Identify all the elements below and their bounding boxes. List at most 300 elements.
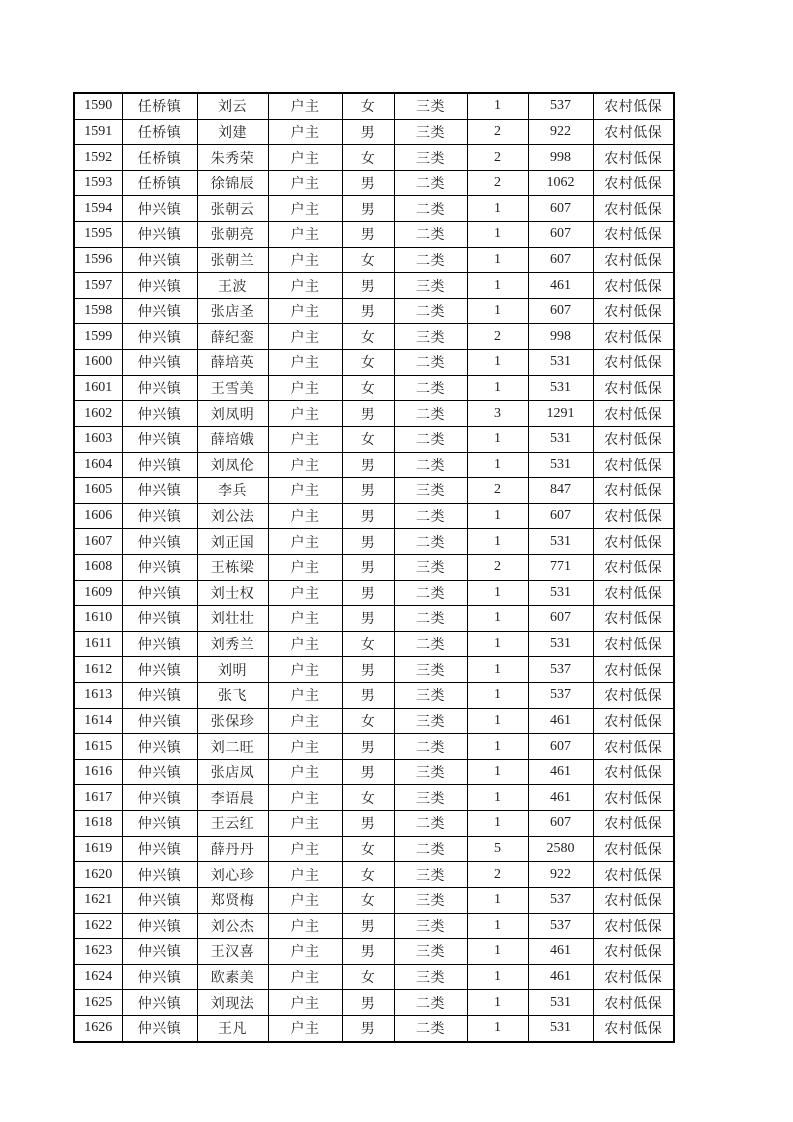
- town-cell: 任桥镇: [122, 145, 197, 171]
- table-row: [74, 785, 674, 811]
- table-row: [74, 734, 674, 760]
- serial-cell: 1611: [74, 631, 122, 657]
- amount-cell: 461: [528, 273, 593, 299]
- table-row: [74, 708, 674, 734]
- type-cell: 农村低保: [593, 683, 674, 709]
- gender-cell: 女: [342, 785, 394, 811]
- table-row: [74, 554, 674, 580]
- table-row: [74, 657, 674, 683]
- count-cell: 1: [467, 913, 528, 939]
- category-cell: 二类: [394, 298, 467, 324]
- count-cell: 2: [467, 119, 528, 145]
- table-row: [74, 452, 674, 478]
- name-cell: 张店圣: [197, 298, 268, 324]
- table-row: [74, 478, 674, 504]
- count-cell: 2: [467, 862, 528, 888]
- table-row: [74, 298, 674, 324]
- category-cell: 三类: [394, 708, 467, 734]
- amount-cell: 461: [528, 785, 593, 811]
- relation-cell: 户主: [268, 606, 342, 632]
- serial-cell: 1612: [74, 657, 122, 683]
- category-cell: 二类: [394, 734, 467, 760]
- amount-cell: 461: [528, 939, 593, 965]
- table-row: [74, 811, 674, 837]
- relation-cell: 户主: [268, 247, 342, 273]
- count-cell: 1: [467, 734, 528, 760]
- amount-cell: 531: [528, 350, 593, 376]
- category-cell: 二类: [394, 580, 467, 606]
- relation-cell: 户主: [268, 554, 342, 580]
- table-row: [74, 93, 674, 119]
- count-cell: 1: [467, 631, 528, 657]
- count-cell: 1: [467, 964, 528, 990]
- category-cell: 三类: [394, 145, 467, 171]
- town-cell: 仲兴镇: [122, 759, 197, 785]
- category-cell: 二类: [394, 811, 467, 837]
- relation-cell: 户主: [268, 119, 342, 145]
- relation-cell: 户主: [268, 811, 342, 837]
- relation-cell: 户主: [268, 785, 342, 811]
- serial-cell: 1602: [74, 401, 122, 427]
- town-cell: 仲兴镇: [122, 939, 197, 965]
- count-cell: 1: [467, 93, 528, 119]
- serial-cell: 1608: [74, 554, 122, 580]
- table-row: [74, 1015, 674, 1041]
- table-row: [74, 631, 674, 657]
- serial-cell: 1623: [74, 939, 122, 965]
- serial-cell: 1600: [74, 350, 122, 376]
- table-row: [74, 196, 674, 222]
- table-row: [74, 324, 674, 350]
- gender-cell: 男: [342, 478, 394, 504]
- category-cell: 二类: [394, 196, 467, 222]
- relation-cell: 户主: [268, 478, 342, 504]
- subsidy-records-table: [73, 92, 675, 1043]
- category-cell: 二类: [394, 836, 467, 862]
- category-cell: 二类: [394, 529, 467, 555]
- amount-cell: 537: [528, 887, 593, 913]
- amount-cell: 531: [528, 375, 593, 401]
- name-cell: 王汉喜: [197, 939, 268, 965]
- relation-cell: 户主: [268, 273, 342, 299]
- town-cell: 仲兴镇: [122, 631, 197, 657]
- town-cell: 仲兴镇: [122, 426, 197, 452]
- amount-cell: 607: [528, 196, 593, 222]
- gender-cell: 女: [342, 375, 394, 401]
- relation-cell: 户主: [268, 529, 342, 555]
- type-cell: 农村低保: [593, 222, 674, 248]
- count-cell: 1: [467, 785, 528, 811]
- name-cell: 张朝云: [197, 196, 268, 222]
- table-row: [74, 247, 674, 273]
- table-row: [74, 913, 674, 939]
- relation-cell: 户主: [268, 887, 342, 913]
- name-cell: 王凡: [197, 1015, 268, 1041]
- serial-cell: 1596: [74, 247, 122, 273]
- count-cell: 2: [467, 324, 528, 350]
- table-row: [74, 836, 674, 862]
- relation-cell: 户主: [268, 426, 342, 452]
- type-cell: 农村低保: [593, 606, 674, 632]
- serial-cell: 1621: [74, 887, 122, 913]
- town-cell: 仲兴镇: [122, 401, 197, 427]
- count-cell: 1: [467, 503, 528, 529]
- category-cell: 三类: [394, 478, 467, 504]
- count-cell: 1: [467, 811, 528, 837]
- amount-cell: 537: [528, 683, 593, 709]
- category-cell: 三类: [394, 119, 467, 145]
- relation-cell: 户主: [268, 836, 342, 862]
- amount-cell: 537: [528, 657, 593, 683]
- gender-cell: 女: [342, 964, 394, 990]
- serial-cell: 1620: [74, 862, 122, 888]
- name-cell: 薛培英: [197, 350, 268, 376]
- amount-cell: 607: [528, 503, 593, 529]
- town-cell: 仲兴镇: [122, 503, 197, 529]
- gender-cell: 女: [342, 862, 394, 888]
- serial-cell: 1597: [74, 273, 122, 299]
- name-cell: 刘明: [197, 657, 268, 683]
- gender-cell: 男: [342, 913, 394, 939]
- serial-cell: 1599: [74, 324, 122, 350]
- type-cell: 农村低保: [593, 939, 674, 965]
- type-cell: 农村低保: [593, 964, 674, 990]
- amount-cell: 461: [528, 708, 593, 734]
- type-cell: 农村低保: [593, 145, 674, 171]
- gender-cell: 男: [342, 606, 394, 632]
- category-cell: 三类: [394, 683, 467, 709]
- count-cell: 1: [467, 759, 528, 785]
- type-cell: 农村低保: [593, 93, 674, 119]
- amount-cell: 537: [528, 93, 593, 119]
- amount-cell: 922: [528, 862, 593, 888]
- serial-cell: 1622: [74, 913, 122, 939]
- town-cell: 仲兴镇: [122, 222, 197, 248]
- gender-cell: 男: [342, 452, 394, 478]
- serial-cell: 1613: [74, 683, 122, 709]
- amount-cell: 461: [528, 964, 593, 990]
- type-cell: 农村低保: [593, 708, 674, 734]
- name-cell: 郑贤梅: [197, 887, 268, 913]
- count-cell: 1: [467, 375, 528, 401]
- town-cell: 仲兴镇: [122, 350, 197, 376]
- category-cell: 三类: [394, 554, 467, 580]
- town-cell: 任桥镇: [122, 119, 197, 145]
- type-cell: 农村低保: [593, 631, 674, 657]
- category-cell: 三类: [394, 887, 467, 913]
- count-cell: 1: [467, 580, 528, 606]
- count-cell: 1: [467, 452, 528, 478]
- relation-cell: 户主: [268, 913, 342, 939]
- relation-cell: 户主: [268, 375, 342, 401]
- table-row: [74, 401, 674, 427]
- table-row: [74, 375, 674, 401]
- type-cell: 农村低保: [593, 1015, 674, 1041]
- type-cell: 农村低保: [593, 862, 674, 888]
- amount-cell: 607: [528, 247, 593, 273]
- category-cell: 三类: [394, 862, 467, 888]
- name-cell: 欧素美: [197, 964, 268, 990]
- serial-cell: 1603: [74, 426, 122, 452]
- relation-cell: 户主: [268, 734, 342, 760]
- serial-cell: 1619: [74, 836, 122, 862]
- relation-cell: 户主: [268, 939, 342, 965]
- count-cell: 1: [467, 657, 528, 683]
- amount-cell: 607: [528, 298, 593, 324]
- type-cell: 农村低保: [593, 170, 674, 196]
- gender-cell: 男: [342, 990, 394, 1016]
- count-cell: 2: [467, 554, 528, 580]
- relation-cell: 户主: [268, 350, 342, 376]
- name-cell: 刘心珍: [197, 862, 268, 888]
- type-cell: 农村低保: [593, 426, 674, 452]
- category-cell: 三类: [394, 657, 467, 683]
- gender-cell: 女: [342, 836, 394, 862]
- category-cell: 二类: [394, 350, 467, 376]
- gender-cell: 男: [342, 298, 394, 324]
- count-cell: 1: [467, 196, 528, 222]
- town-cell: 仲兴镇: [122, 529, 197, 555]
- serial-cell: 1592: [74, 145, 122, 171]
- amount-cell: 531: [528, 529, 593, 555]
- serial-cell: 1626: [74, 1015, 122, 1041]
- amount-cell: 607: [528, 811, 593, 837]
- gender-cell: 男: [342, 170, 394, 196]
- type-cell: 农村低保: [593, 452, 674, 478]
- amount-cell: 537: [528, 913, 593, 939]
- type-cell: 农村低保: [593, 273, 674, 299]
- amount-cell: 847: [528, 478, 593, 504]
- amount-cell: 531: [528, 1015, 593, 1041]
- table-row: [74, 990, 674, 1016]
- town-cell: 仲兴镇: [122, 887, 197, 913]
- relation-cell: 户主: [268, 657, 342, 683]
- table-row: [74, 862, 674, 888]
- relation-cell: 户主: [268, 580, 342, 606]
- table-row: [74, 503, 674, 529]
- name-cell: 张朝兰: [197, 247, 268, 273]
- type-cell: 农村低保: [593, 350, 674, 376]
- type-cell: 农村低保: [593, 529, 674, 555]
- relation-cell: 户主: [268, 222, 342, 248]
- name-cell: 刘士权: [197, 580, 268, 606]
- relation-cell: 户主: [268, 862, 342, 888]
- amount-cell: 1291: [528, 401, 593, 427]
- table-row: [74, 529, 674, 555]
- gender-cell: 男: [342, 529, 394, 555]
- count-cell: 1: [467, 939, 528, 965]
- town-cell: 仲兴镇: [122, 964, 197, 990]
- count-cell: 1: [467, 606, 528, 632]
- amount-cell: 607: [528, 222, 593, 248]
- name-cell: 薛培娥: [197, 426, 268, 452]
- name-cell: 李兵: [197, 478, 268, 504]
- count-cell: 1: [467, 683, 528, 709]
- amount-cell: 771: [528, 554, 593, 580]
- category-cell: 三类: [394, 964, 467, 990]
- table-row: [74, 964, 674, 990]
- relation-cell: 户主: [268, 93, 342, 119]
- town-cell: 仲兴镇: [122, 273, 197, 299]
- relation-cell: 户主: [268, 631, 342, 657]
- town-cell: 仲兴镇: [122, 708, 197, 734]
- serial-cell: 1598: [74, 298, 122, 324]
- name-cell: 刘建: [197, 119, 268, 145]
- serial-cell: 1614: [74, 708, 122, 734]
- count-cell: 1: [467, 708, 528, 734]
- table-row: [74, 145, 674, 171]
- count-cell: 1: [467, 298, 528, 324]
- name-cell: 刘凤明: [197, 401, 268, 427]
- type-cell: 农村低保: [593, 375, 674, 401]
- amount-cell: 1062: [528, 170, 593, 196]
- name-cell: 刘壮壮: [197, 606, 268, 632]
- serial-cell: 1590: [74, 93, 122, 119]
- name-cell: 刘现法: [197, 990, 268, 1016]
- name-cell: 刘凤伦: [197, 452, 268, 478]
- serial-cell: 1601: [74, 375, 122, 401]
- town-cell: 仲兴镇: [122, 324, 197, 350]
- serial-cell: 1625: [74, 990, 122, 1016]
- relation-cell: 户主: [268, 170, 342, 196]
- type-cell: 农村低保: [593, 887, 674, 913]
- count-cell: 1: [467, 990, 528, 1016]
- amount-cell: 531: [528, 631, 593, 657]
- relation-cell: 户主: [268, 145, 342, 171]
- table-row: [74, 759, 674, 785]
- category-cell: 三类: [394, 324, 467, 350]
- table-row: [74, 606, 674, 632]
- serial-cell: 1615: [74, 734, 122, 760]
- amount-cell: 461: [528, 759, 593, 785]
- serial-cell: 1593: [74, 170, 122, 196]
- amount-cell: 607: [528, 734, 593, 760]
- town-cell: 任桥镇: [122, 170, 197, 196]
- type-cell: 农村低保: [593, 503, 674, 529]
- name-cell: 张保珍: [197, 708, 268, 734]
- table-row: [74, 887, 674, 913]
- type-cell: 农村低保: [593, 913, 674, 939]
- table-row: [74, 426, 674, 452]
- name-cell: 薛纪銮: [197, 324, 268, 350]
- table-row: [74, 273, 674, 299]
- count-cell: 1: [467, 350, 528, 376]
- relation-cell: 户主: [268, 990, 342, 1016]
- amount-cell: 998: [528, 145, 593, 171]
- name-cell: 刘云: [197, 93, 268, 119]
- serial-cell: 1595: [74, 222, 122, 248]
- gender-cell: 女: [342, 324, 394, 350]
- relation-cell: 户主: [268, 503, 342, 529]
- name-cell: 刘公杰: [197, 913, 268, 939]
- name-cell: 刘二旺: [197, 734, 268, 760]
- name-cell: 徐锦辰: [197, 170, 268, 196]
- type-cell: 农村低保: [593, 324, 674, 350]
- gender-cell: 男: [342, 273, 394, 299]
- category-cell: 三类: [394, 913, 467, 939]
- category-cell: 二类: [394, 1015, 467, 1041]
- gender-cell: 女: [342, 350, 394, 376]
- count-cell: 2: [467, 170, 528, 196]
- name-cell: 李语晨: [197, 785, 268, 811]
- gender-cell: 男: [342, 657, 394, 683]
- category-cell: 二类: [394, 452, 467, 478]
- relation-cell: 户主: [268, 1015, 342, 1041]
- type-cell: 农村低保: [593, 554, 674, 580]
- table-row: [74, 119, 674, 145]
- town-cell: 仲兴镇: [122, 913, 197, 939]
- town-cell: 仲兴镇: [122, 554, 197, 580]
- count-cell: 1: [467, 887, 528, 913]
- serial-cell: 1609: [74, 580, 122, 606]
- category-cell: 二类: [394, 247, 467, 273]
- amount-cell: 531: [528, 580, 593, 606]
- gender-cell: 男: [342, 1015, 394, 1041]
- town-cell: 仲兴镇: [122, 990, 197, 1016]
- name-cell: 朱秀荣: [197, 145, 268, 171]
- relation-cell: 户主: [268, 401, 342, 427]
- category-cell: 二类: [394, 222, 467, 248]
- count-cell: 1: [467, 273, 528, 299]
- gender-cell: 男: [342, 222, 394, 248]
- serial-cell: 1607: [74, 529, 122, 555]
- type-cell: 农村低保: [593, 247, 674, 273]
- name-cell: 刘正国: [197, 529, 268, 555]
- category-cell: 三类: [394, 759, 467, 785]
- type-cell: 农村低保: [593, 785, 674, 811]
- gender-cell: 男: [342, 939, 394, 965]
- category-cell: 三类: [394, 785, 467, 811]
- category-cell: 二类: [394, 375, 467, 401]
- name-cell: 刘秀兰: [197, 631, 268, 657]
- town-cell: 仲兴镇: [122, 734, 197, 760]
- name-cell: 王栋梁: [197, 554, 268, 580]
- amount-cell: 531: [528, 990, 593, 1016]
- amount-cell: 998: [528, 324, 593, 350]
- amount-cell: 2580: [528, 836, 593, 862]
- category-cell: 二类: [394, 503, 467, 529]
- count-cell: 1: [467, 529, 528, 555]
- count-cell: 1: [467, 222, 528, 248]
- type-cell: 农村低保: [593, 298, 674, 324]
- serial-cell: 1616: [74, 759, 122, 785]
- name-cell: 张飞: [197, 683, 268, 709]
- gender-cell: 女: [342, 93, 394, 119]
- relation-cell: 户主: [268, 708, 342, 734]
- serial-cell: 1618: [74, 811, 122, 837]
- amount-cell: 607: [528, 606, 593, 632]
- town-cell: 仲兴镇: [122, 683, 197, 709]
- category-cell: 三类: [394, 273, 467, 299]
- type-cell: 农村低保: [593, 580, 674, 606]
- town-cell: 仲兴镇: [122, 452, 197, 478]
- category-cell: 二类: [394, 170, 467, 196]
- gender-cell: 女: [342, 426, 394, 452]
- type-cell: 农村低保: [593, 657, 674, 683]
- category-cell: 二类: [394, 606, 467, 632]
- category-cell: 三类: [394, 939, 467, 965]
- serial-cell: 1604: [74, 452, 122, 478]
- table-row: [74, 170, 674, 196]
- type-cell: 农村低保: [593, 401, 674, 427]
- gender-cell: 女: [342, 631, 394, 657]
- table-row: [74, 939, 674, 965]
- town-cell: 仲兴镇: [122, 657, 197, 683]
- town-cell: 仲兴镇: [122, 375, 197, 401]
- type-cell: 农村低保: [593, 811, 674, 837]
- relation-cell: 户主: [268, 683, 342, 709]
- type-cell: 农村低保: [593, 478, 674, 504]
